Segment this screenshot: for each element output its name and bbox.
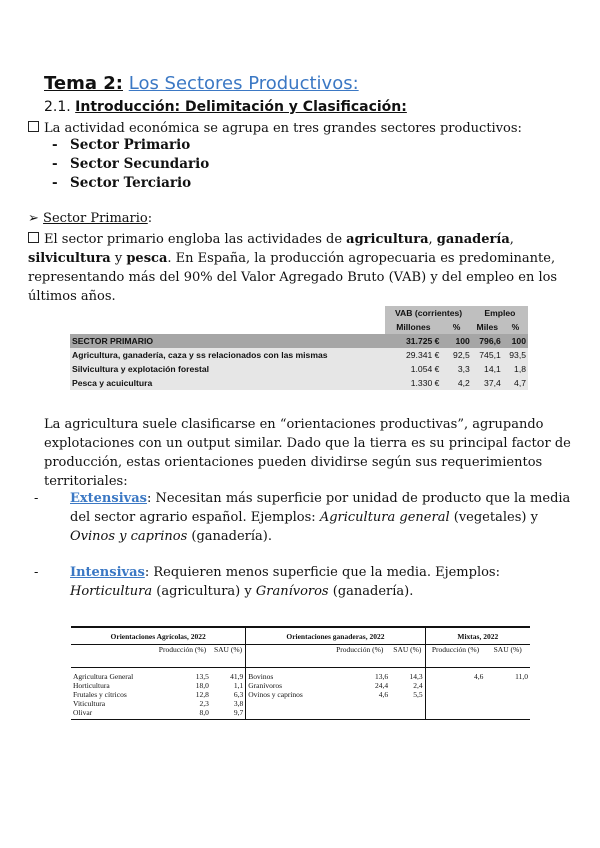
primario-heading: [28, 211, 152, 226]
sector-terciario: Sector Terciario: [70, 175, 192, 191]
primario-heading-colon: :: [147, 211, 153, 226]
section-heading: [44, 99, 407, 115]
vab-table: [70, 306, 528, 390]
table-row: Viticultura 2,3 3,8: [71, 699, 530, 708]
primario-paragraph: El sector primario engloba las actividades de agricultura, ganadería, silvicultura y pesca. En España, la producción agropecuaria es predominante, representando más del 90% del Valor Agregado Bruto (VAB) y del empleo en los últimos años.: [28, 232, 558, 304]
table-row: SECTOR PRIMARIO 31.725 € 100 796,6 100: [72, 336, 526, 346]
header-empleo: Empleo: [472, 306, 528, 320]
sector-primario: Sector Primario: [70, 137, 191, 153]
table-subheader: Millones % Miles %: [70, 320, 528, 334]
table-column-header: Producción (%) SAU (%) Producción (%) SAU (%) Producción (%) SAU (%): [71, 645, 530, 668]
table-row: Olivar 8,0 9,7: [71, 708, 530, 720]
extensivas-item: - Extensivas: Necesitan más superficie por unidad de producto que la media del sector agrario español. Ejemplos: Agricultura general (vegetales) y Ovinos y caprinos (ganadería).: [34, 491, 571, 544]
section-number: 2.1.: [44, 99, 71, 115]
intensivas-link[interactable]: Intensivas: [70, 565, 145, 580]
arrow-icon: ➢: [28, 211, 39, 226]
table-row: Agricultura General 13,5 41,9 Bovinos 13,6 14,3 4,6 11,0: [71, 668, 530, 682]
orientaciones-table: [71, 626, 530, 720]
orientaciones-paragraph: La agricultura suele clasificarse en “orientaciones productivas”, agrupando explotaciones con un output similar. Dado que la tierra es su principal factor de producción, estas orientaciones pueden dividirse según sus requerimientos territoriales:: [44, 417, 571, 489]
table-row: Silvicultura y explotación forestal 1.054 € 3,3 14,1 1,8: [72, 364, 526, 374]
table-row: Frutales y cítricos 12,8 6,3 Ovinos y caprinos 4,6 5,5: [71, 690, 530, 699]
list-item: - Sector Primario: [52, 137, 191, 153]
extensivas-link[interactable]: Extensivas: [70, 491, 147, 506]
title-bold: Tema 2:: [44, 73, 123, 94]
list-item: - Sector Terciario: [52, 175, 192, 191]
primario-heading-text: Sector Primario: [43, 211, 148, 226]
list-item: - Sector Secundario: [52, 156, 210, 172]
checkbox-icon: [28, 121, 39, 132]
page-title: [44, 73, 359, 94]
table-header: [70, 306, 528, 320]
table-group-header: Orientaciones Agrícolas, 2022 Orientaciones ganaderas, 2022 Mixtas, 2022: [71, 627, 530, 645]
intro-line: [28, 119, 522, 138]
title-link[interactable]: Los Sectores Productivos:: [128, 73, 359, 94]
intensivas-item: - Intensivas: Requieren menos superficie que la media. Ejemplos: Horticultura (agricultura) y Granívoros (ganadería).: [34, 565, 500, 599]
intro-text: La actividad económica se agrupa en tres grandes sectores productivos:: [44, 121, 522, 136]
table-row: Agricultura, ganadería, caza y ss relacionados con las mismas 29.341 € 92,5 745,1 93,5: [72, 350, 526, 360]
table-row: Horticultura 18,0 1,1 Granívoros 24,4 2,4: [71, 681, 530, 690]
sector-secundario: Sector Secundario: [70, 156, 210, 172]
checkbox-icon: [28, 232, 39, 243]
section-title: Introducción: Delimitación y Clasificación:: [75, 99, 407, 115]
table-row: Pesca y acuicultura 1.330 € 4,2 37,4 4,7: [72, 378, 526, 388]
header-vab: VAB (corrientes): [385, 306, 471, 320]
